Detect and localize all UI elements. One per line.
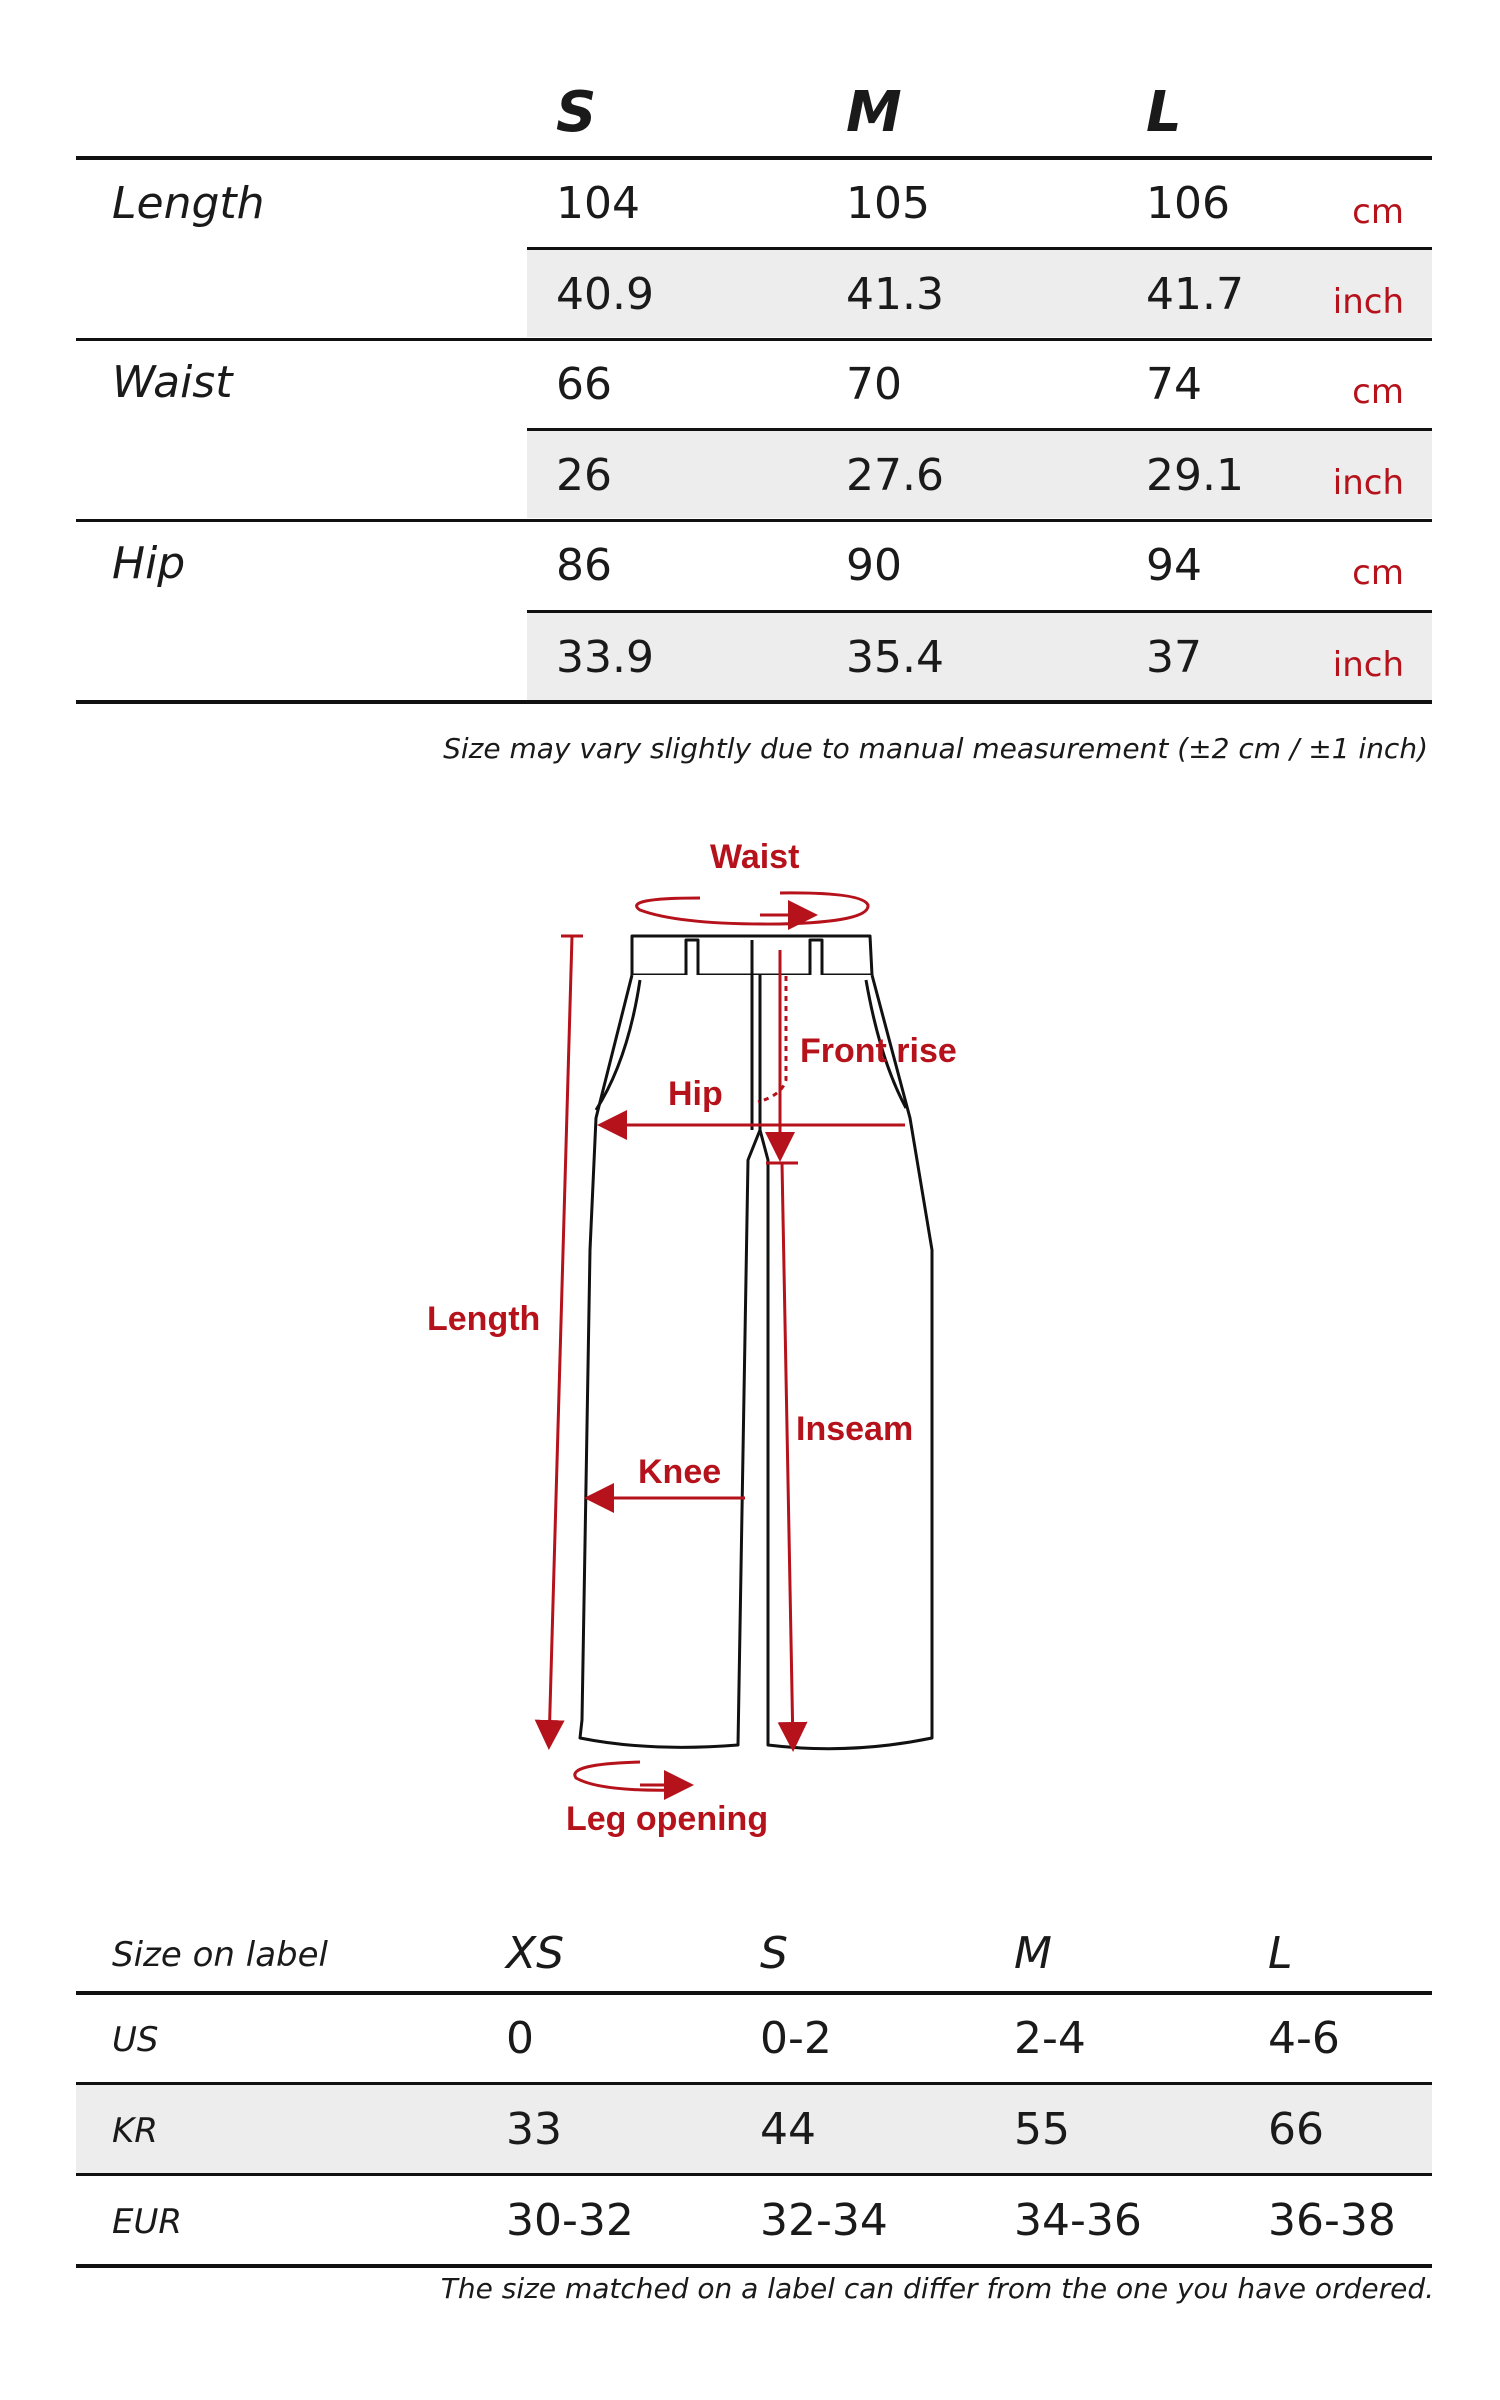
us-l: 4-6 xyxy=(1268,2013,1340,2064)
measure-name-waist: Waist xyxy=(112,357,233,408)
length-measure-arrow xyxy=(549,936,572,1744)
unit-cm: cm xyxy=(1352,372,1404,412)
unit-cm: cm xyxy=(1352,553,1404,593)
us-s: 0-2 xyxy=(760,2013,832,2064)
eur-s: 32-34 xyxy=(760,2195,888,2246)
conv-size-m: M xyxy=(1014,1928,1052,1979)
length-cm-l: 106 xyxy=(1146,178,1230,229)
length-inch-l: 41.7 xyxy=(1146,269,1244,320)
label-knee: Knee xyxy=(638,1453,722,1491)
measurement-note: Size may vary slightly due to manual measurement (±2 cm / ±1 inch) xyxy=(443,732,1428,765)
length-inch-s: 40.9 xyxy=(556,269,654,320)
region-label-kr: KR xyxy=(112,2111,158,2151)
table-rule xyxy=(76,2264,1432,2268)
size-header-s: S xyxy=(556,80,597,145)
hip-cm-m: 90 xyxy=(846,540,902,591)
kr-s: 44 xyxy=(760,2104,816,2155)
kr-xs: 33 xyxy=(506,2104,562,2155)
eur-m: 34-36 xyxy=(1014,2195,1142,2246)
waist-inch-s: 26 xyxy=(556,450,612,501)
kr-l: 66 xyxy=(1268,2104,1324,2155)
label-length: Length xyxy=(427,1300,541,1338)
unit-cm: cm xyxy=(1352,192,1404,232)
waist-cm-s: 66 xyxy=(556,359,612,410)
length-inch-m: 41.3 xyxy=(846,269,944,320)
region-label-eur: EUR xyxy=(112,2202,182,2242)
unit-inch: inch xyxy=(1332,282,1404,322)
label-leg-opening: Leg opening xyxy=(566,1800,769,1838)
us-m: 2-4 xyxy=(1014,2013,1086,2064)
waist-inch-m: 27.6 xyxy=(846,450,944,501)
table-rule xyxy=(76,2082,1432,2085)
label-front-rise: Front rise xyxy=(800,1032,957,1070)
waist-cm-m: 70 xyxy=(846,359,902,410)
eur-l: 36-38 xyxy=(1268,2195,1396,2246)
length-cm-s: 104 xyxy=(556,178,640,229)
hip-inch-s: 33.9 xyxy=(556,632,654,683)
table-rule xyxy=(76,2173,1432,2176)
conv-size-s: S xyxy=(760,1928,788,1979)
region-label-us: US xyxy=(112,2020,159,2060)
size-header-m: M xyxy=(846,80,902,145)
table-rule xyxy=(76,1991,1432,1995)
hip-inch-m: 35.4 xyxy=(846,632,944,683)
waist-cm-l: 74 xyxy=(1146,359,1202,410)
hip-cm-l: 94 xyxy=(1146,540,1202,591)
label-waist: Waist xyxy=(710,838,800,876)
unit-inch: inch xyxy=(1332,463,1404,503)
length-cm-m: 105 xyxy=(846,178,930,229)
us-xs: 0 xyxy=(506,2013,534,2064)
measure-name-length: Length xyxy=(112,178,265,229)
waist-inch-l: 29.1 xyxy=(1146,450,1244,501)
waist-measure-arrow xyxy=(637,893,868,924)
row-shade xyxy=(76,2085,1432,2173)
kr-m: 55 xyxy=(1014,2104,1070,2155)
hip-cm-s: 86 xyxy=(556,540,612,591)
label-hip: Hip xyxy=(668,1075,723,1113)
hip-inch-l: 37 xyxy=(1146,632,1202,683)
conv-size-l: L xyxy=(1268,1928,1293,1979)
conversion-note: The size matched on a label can differ from the one you have ordered. xyxy=(440,2272,1434,2305)
label-inseam: Inseam xyxy=(796,1410,914,1448)
conv-size-xs: XS xyxy=(506,1928,565,1979)
unit-inch: inch xyxy=(1332,645,1404,685)
size-header-l: L xyxy=(1146,80,1182,145)
measure-name-hip: Hip xyxy=(112,538,186,589)
eur-xs: 30-32 xyxy=(506,2195,634,2246)
size-on-label-header: Size on label xyxy=(112,1935,328,1975)
